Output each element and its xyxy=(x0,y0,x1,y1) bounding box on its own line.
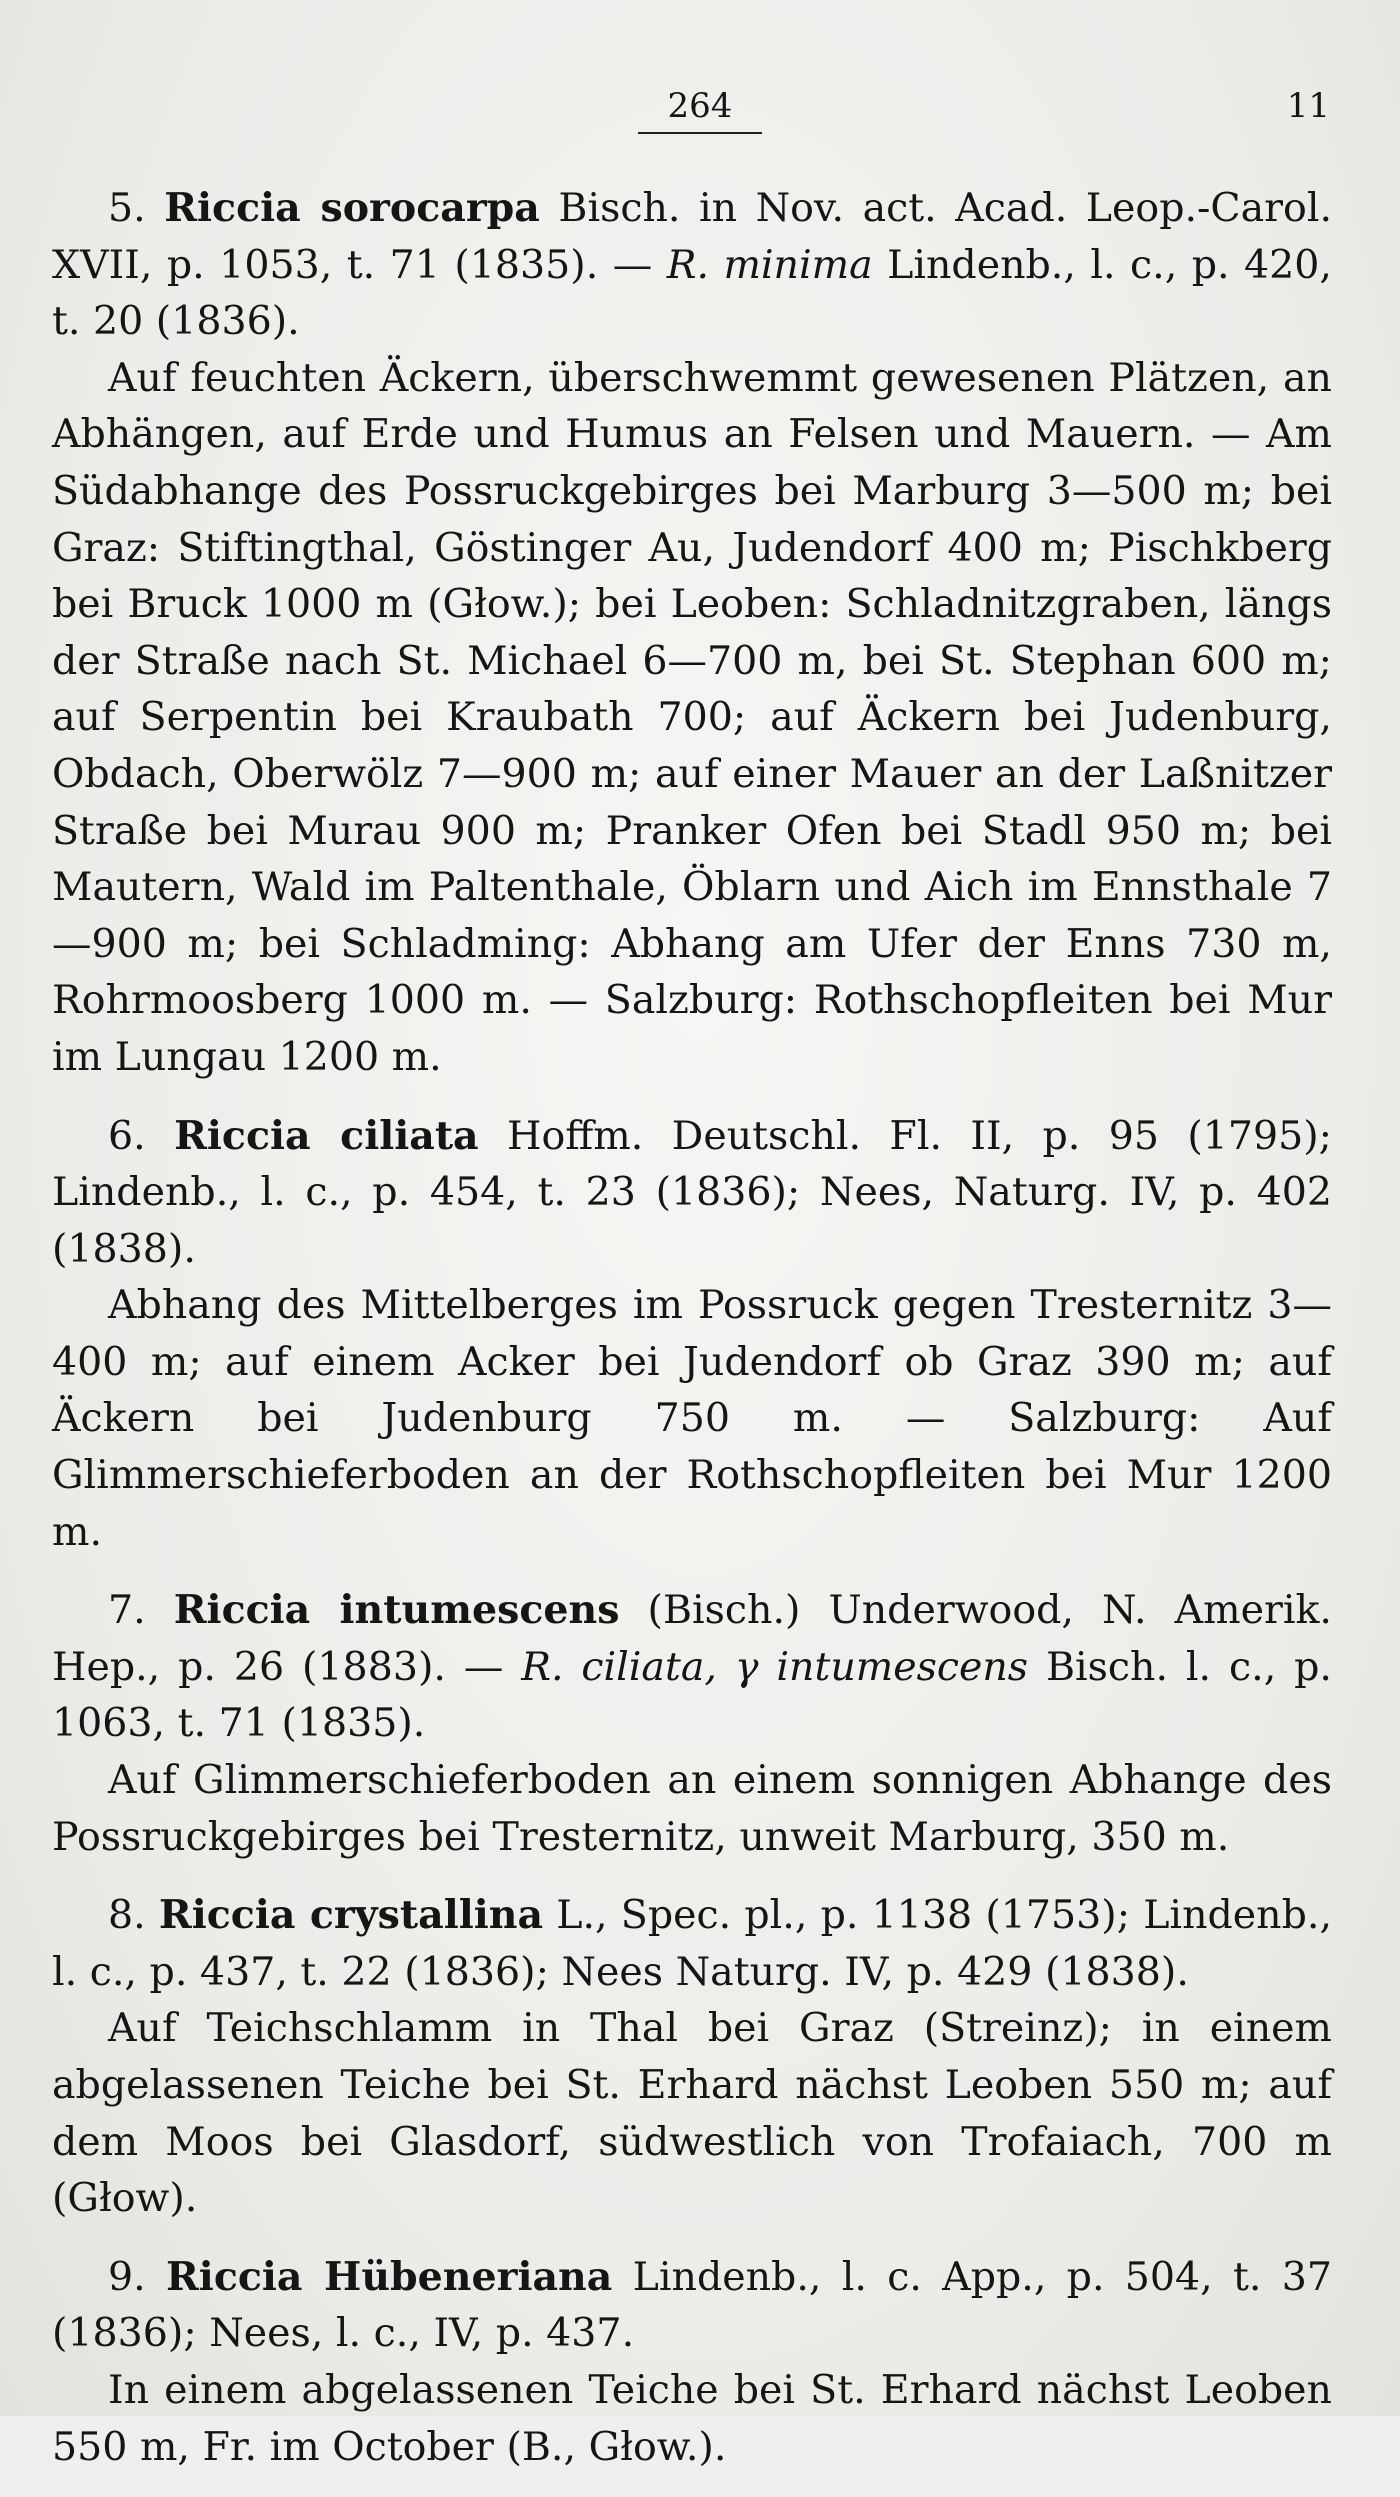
entry-description: Auf Teichschlamm in Thal bei Graz (Streinz); in einem abgelassenen Teiche bei St. Erhard nächst Leoben 550 m; auf dem Moos bei Glasdorf, südwestlich von Trofaiach, 700 m (Głow). xyxy=(52,2005,1332,2222)
entry-description: In einem abgelassenen Teiche bei St. Erhard nächst Leoben 550 m, Fr. im October (B., Głow.). xyxy=(52,2366,1332,2470)
synonym: R. ciliata, γ intumescens xyxy=(521,1643,1029,1690)
species-name: Riccia sorocarpa xyxy=(164,185,540,231)
entry-citation xyxy=(52,1582,1332,1752)
entry-number: 7. xyxy=(108,1587,146,1634)
synonym: R. minima xyxy=(666,241,873,288)
species-name: Riccia ciliata xyxy=(174,1112,479,1159)
entry-description: Auf Glimmerschieferboden an einem sonnigen Abhange des Possruckgebirges bei Tresternitz, unweit Marburg, 350 m. xyxy=(52,1757,1332,1860)
entry-number: 6. xyxy=(108,1112,146,1159)
citation-text: Hoffm. Deutschl. Fl. II, p. 95 (1795); Lindenb., l. c., p. 454, t. 23 (1836); Nees, Naturg. IV, p. 402 (1838). xyxy=(52,1112,1332,1272)
species-name: Riccia Hübeneriana xyxy=(165,2253,613,2300)
page-number: 264 xyxy=(638,86,763,134)
entry-citation xyxy=(52,2249,1332,2362)
sheet-number: 11 xyxy=(1286,86,1330,126)
species-name: Riccia crystallina xyxy=(158,1892,544,1939)
citation-text: L., Spec. pl., p. 1138 (1753); Lindenb., l. c., p. 437, t. 22 (1836); Nees Naturg. IV, p. 429 (1838). xyxy=(52,1892,1333,1995)
citation-text-cont: Bisch. l. c., p. 1063, t. 71 (1835). xyxy=(52,1643,1332,1747)
species-entry xyxy=(52,180,1332,1086)
species-entry xyxy=(52,1108,1332,1561)
species-name: Riccia intumescens xyxy=(173,1587,620,1634)
species-entry xyxy=(52,1582,1332,1865)
entry-citation xyxy=(52,1887,1332,2000)
entry-citation xyxy=(52,1108,1332,1278)
citation-text: (Bisch.) Underwood, N. Amerik. Hep., p. 26 (1883). — xyxy=(52,1587,1332,1690)
entry-citation xyxy=(52,180,1332,350)
citation-text-cont: Lindenb., l. c., p. 420, t. 20 (1836). xyxy=(52,241,1332,345)
entry-number: 5. xyxy=(108,185,146,231)
entry-description: Auf feuchten Äckern, überschwemmt gewesenen Plätzen, an Abhängen, auf Erde und Humus an Felsen und Mauern. — Am Südabhange des Possruckgebirges bei Marburg 3—500 m; bei Graz: Stiftingthal, Göstinger Au, Judendorf 400 m; Pischkberg bei Bruck 1000 m (Głow.); bei Leoben: Schladnitzgraben, längs der Straße nach St. Michael 6—700 m, bei St. Stephan 600 m; auf Serpentin bei Kraubath 700; auf Äckern bei Judenburg, Obdach, Oberwölz 7—900 m; auf einer Mauer an der Laßnitzer Straße bei Murau 900 m; Pranker Ofen bei Stadl 950 m; bei Mautern, Wald im Paltenthale, Öblarn und Aich im Ennsthale 7—900 m; bei Schladming: Abhang am Ufer der Enns 730 m, Rohrmoosberg 1000 m. — Salzburg: Rothschopfleiten bei Mur im Lungau 1200 m. xyxy=(52,354,1332,1080)
page-header xyxy=(0,82,1400,142)
entry-number: 8. xyxy=(108,1892,146,1939)
entry-number: 9. xyxy=(108,2253,146,2300)
citation-text: Bisch. in Nov. act. Acad. Leop.-Carol. XVII, p. 1053, t. 71 (1835). — xyxy=(52,185,1333,288)
text-body xyxy=(52,180,1332,2497)
species-entry xyxy=(52,1887,1332,2227)
entry-description: Abhang des Mittelberges im Possruck gegen Tresternitz 3—400 m; auf einem Acker bei Judendorf ob Graz 390 m; auf Äckern bei Judenburg 750 m. — Salzburg: Auf Glimmerschieferboden an der Rothschopfleiten bei Mur 1200 m. xyxy=(52,1282,1332,1555)
citation-text: Lindenb., l. c. App., p. 504, t. 37 (1836); Nees, l. c., IV, p. 437. xyxy=(52,2253,1332,2357)
species-entry xyxy=(52,2249,1332,2475)
